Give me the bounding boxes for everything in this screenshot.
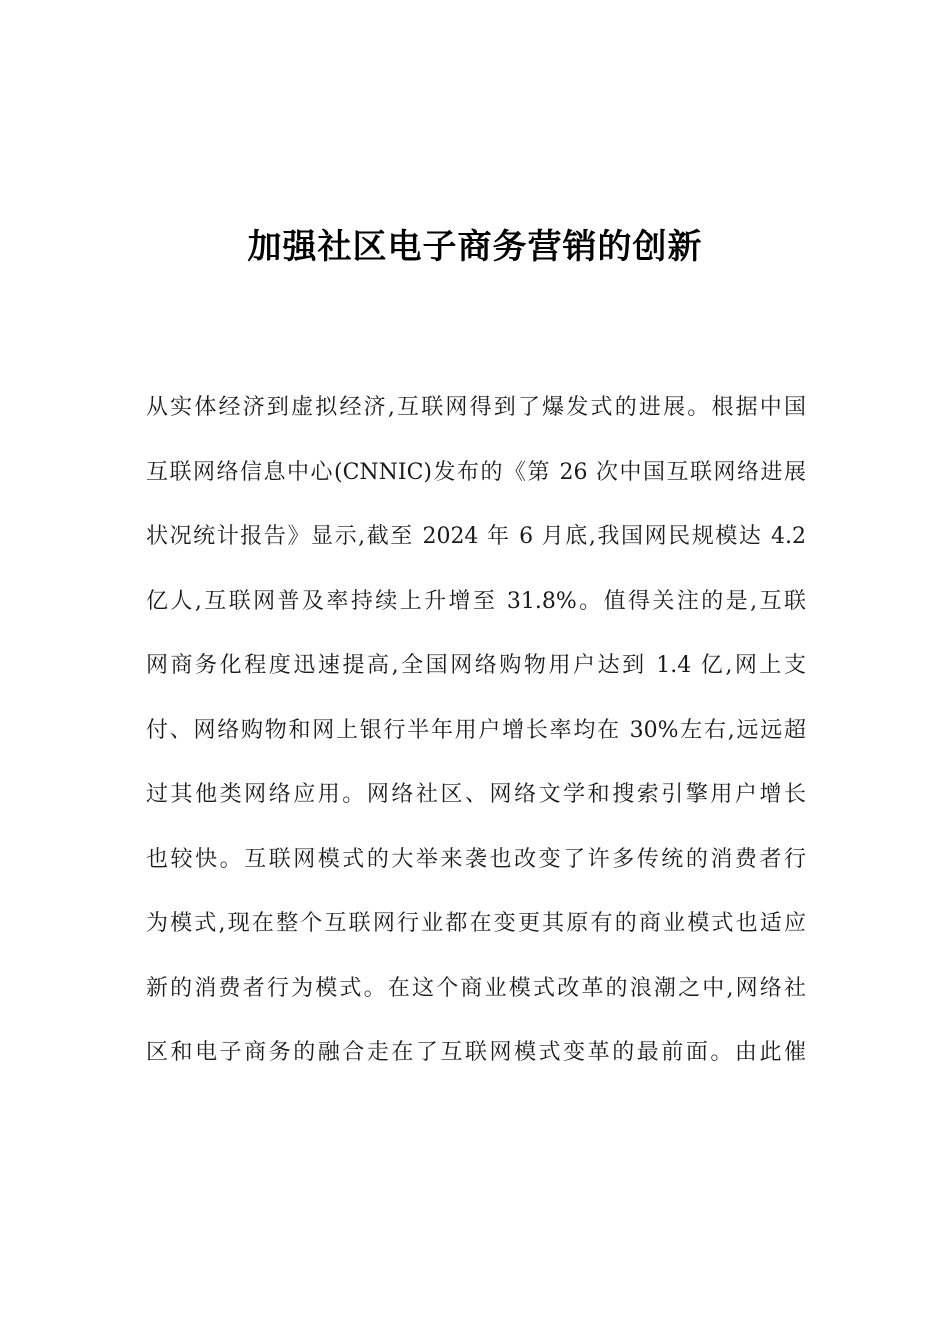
paragraph-line: 为模式,现在整个互联网行业都在变更其原有的商业模式也适应 bbox=[146, 911, 806, 936]
paragraph-line: 区和电子商务的融合走在了互联网模式变革的最前面。由此催 bbox=[146, 1040, 806, 1065]
paragraph-line: 互联网络信息中心(CNNIC)发布的《第 26 次中国互联网络进展 bbox=[146, 459, 806, 485]
paragraph-line: 从实体经济到虚拟经济,互联网得到了爆发式的进展。根据中国 bbox=[146, 395, 806, 420]
paragraph-line: 状况统计报告》显示,截至 2024 年 6 月底,我国网民规模达 4.2 bbox=[146, 524, 806, 549]
paragraph-line: 付、网络购物和网上银行半年用户增长率均在 30%左右,远远超 bbox=[146, 717, 806, 743]
body-paragraph bbox=[146, 382, 806, 1092]
paragraph-line: 过其他类网络应用。网络社区、网络文学和搜索引擎用户增长 bbox=[146, 782, 806, 807]
paragraph-line: 新的消费者行为模式。在这个商业模式改革的浪潮之中,网络社 bbox=[146, 975, 806, 1001]
document-title: 加强社区电子商务营销的创新 bbox=[247, 227, 703, 267]
paragraph-line: 网商务化程度迅速提高,全国网络购物用户达到 1.4 亿,网上支 bbox=[146, 653, 806, 678]
paragraph-line: 亿人,互联网普及率持续上升增至 31.8%。值得关注的是,互联 bbox=[146, 588, 806, 614]
paragraph-line: 也较快。互联网模式的大举来袭也改变了许多传统的消费者行 bbox=[146, 846, 806, 872]
